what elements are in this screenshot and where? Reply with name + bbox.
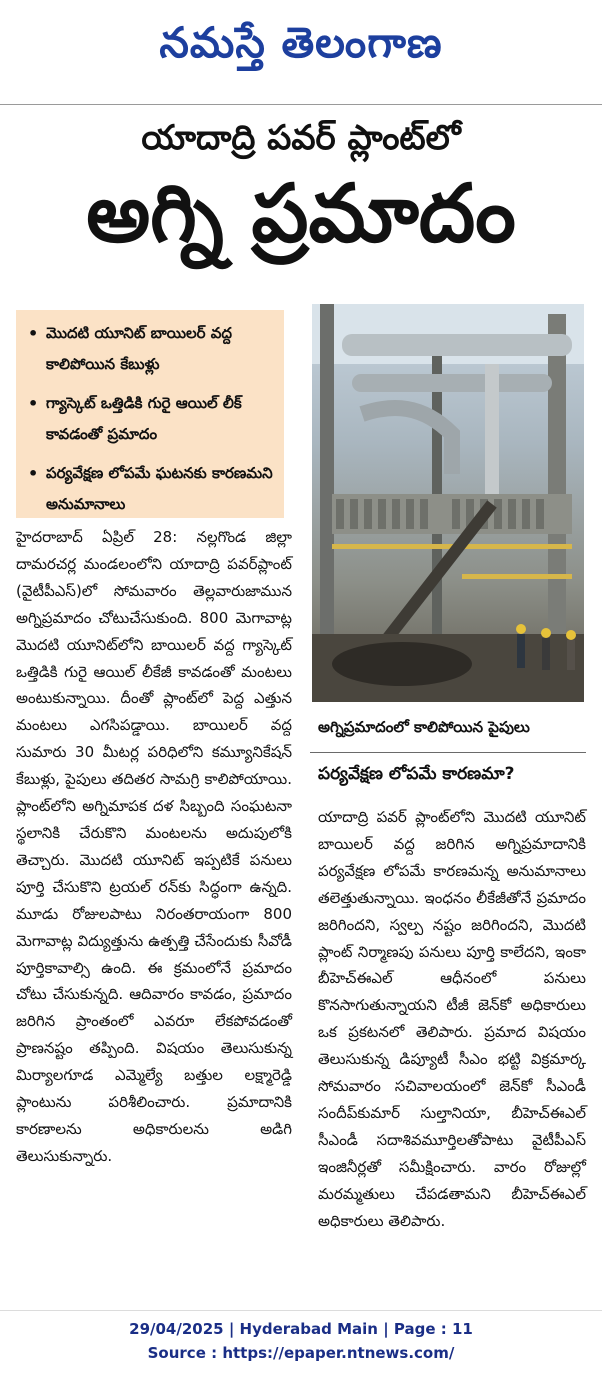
bullet-icon: • bbox=[28, 394, 39, 413]
power-plant-photo bbox=[312, 304, 584, 702]
footer-divider bbox=[0, 1310, 602, 1311]
caption-divider bbox=[310, 752, 586, 753]
article-body-right bbox=[318, 804, 586, 1235]
newspaper-logo: నమస్తే తెలంగాణ bbox=[159, 18, 443, 67]
masthead bbox=[0, 0, 602, 96]
footer-dateline: 29/04/2025 | Hyderabad Main | Page : 11 bbox=[129, 1320, 473, 1338]
article-headline: అగ్ని ప్రమాదం bbox=[86, 167, 516, 260]
bullet-icon: • bbox=[28, 324, 39, 343]
highlight-text: గ్యాస్కెట్ ఒత్తిడికి గురై ఆయిల్ లీక్ కావడంతో ప్రమాదం bbox=[46, 394, 242, 443]
highlight-text: పర్యవేక్షణ లోపమే ఘటనకు కారణమని అనుమానాలు bbox=[46, 464, 273, 513]
highlight-item bbox=[28, 458, 274, 520]
photo-caption: అగ్నిప్రమాదంలో కాలిపోయిన పైపులు bbox=[318, 718, 530, 736]
body-paragraph: యాదాద్రి పవర్ ప్లాంట్‌లోని మొదటి యూనిట్ బాయిలర్ వద్ద జరిగిన అగ్నిప్రమాదానికి పర్యవేక్షణ లోపమే కారణమన్న అనుమానాలు తలెత్తుతున్నాయి. ఇంధనం లీకేజీతోనే ప్రమాదం జరిగిందని, స్వల్ప నష్టం జరిగిందని, మొదటి ప్లాంట్ నిర్మాణపు పనులు పూర్తి కాలేదని, ఇంకా బీహెచ్‌ఈఎల్ ఆధీనంలో పనులు కొనసాగుతున్నాయని టీజీ జెన్‌కో అధికారులు ఒక ప్రకటనలో తెలిపారు. ప్రమాద విషయం తెలుసుకున్న డిప్యూటీ సీఎం భట్టి విక్రమార్క సోమవారం సచివాలయంలో జెన్‌కో సీఎండీ సందీప్‌కుమార్ సుల్తానియా, బీహెచ్‌ఈఎల్ సీఎండీ సదాశివమూర్తిలతోపాటు వైటీపీఎస్ ఇంజినీర్లతో సమీక్షించారు. వారం రోజుల్లో మరమ్మతులు చేపడతామని బీహెచ్‌ఈఎల్ అధికారులు తెలిపారు. bbox=[318, 808, 586, 1230]
footer-source: Source : https://epaper.ntnews.com/ bbox=[147, 1344, 455, 1362]
highlights-box bbox=[16, 310, 284, 518]
bullet-icon: • bbox=[28, 464, 39, 483]
highlight-item bbox=[28, 388, 274, 450]
highlight-text: మొదటి యూనిట్ బాయిలర్ వద్ద కాలిపోయిన కేబుళ్లు bbox=[46, 324, 233, 373]
highlight-item bbox=[28, 318, 274, 380]
masthead-divider bbox=[0, 104, 602, 105]
section-subheading: పర్యవేక్షణ లోపమే కారణమా? bbox=[318, 764, 515, 784]
article-kicker: యాదాద్రి పవర్ ప్లాంట్‌లో bbox=[141, 118, 461, 158]
body-paragraph: హైదరాబాద్ ఏప్రిల్ 28: నల్లగొండ జిల్లా దామరచర్ల మండలంలోని యాదాద్రి పవర్‌ప్లాంట్ (వైటీపీఎస్)లో సోమవారం తెల్లవారుజామున అగ్నిప్రమాదం చోటుచేసుకుంది. 800 మెగావాట్ల మొదటి యూనిట్‌లోని బాయిలర్ వద్ద గ్యాస్కెట్ ఒత్తిడికి గురై ఆయిల్ లీకేజీ కావడంతో మంటలు అంటుకున్నాయి. దీంతో ప్లాంట్‌లో పెద్ద ఎత్తున మంటలు ఎగసిపడ్డాయి. బాయిలర్ వద్ద సుమారు 30 మీటర్ల పరిధిలోని కమ్యూనికేషన్ కేబుళ్లు, పైపులు తదితర సామగ్రి కాలిపోయాయి. ప్లాంట్‌లోని అగ్నిమాపక దళ సిబ్బంది సంఘటనా స్థలానికి చేరుకొని మంటలను అదుపులోకి తెచ్చారు. మొదటి యూనిట్ ఇప్పటికే పనులు పూర్తి చేసుకొని ట్రయల్ రన్‌కు సిద్ధంగా ఉన్నది. మూడు రోజులపాటు నిరంతరాయంగా 800 మెగావాట్ల విద్యుత్తును ఉత్పత్తి చేసేందుకు సీవోడీ పూర్తికావాల్సి ఉంది. ఈ క్రమంలోనే ప్రమాదం చోటు చేసుకున్నది. ఆదివారం కావడం, ప్రమాదం జరిగిన ప్రాంతంలో ఎవరూ లేకపోవడంతో ప్రాణనష్టం తప్పింది. విషయం తెలుసుకున్న మిర్యాలగూడ ఎమ్మెల్యే బత్తుల లక్ష్మారెడ్డి ప్లాంటును పరిశీలించారు. ప్రమాదానికి కారణాలను అధికారులను అడిగి తెలుసుకున్నారు. bbox=[16, 528, 292, 1165]
article-body-left bbox=[16, 524, 292, 1170]
